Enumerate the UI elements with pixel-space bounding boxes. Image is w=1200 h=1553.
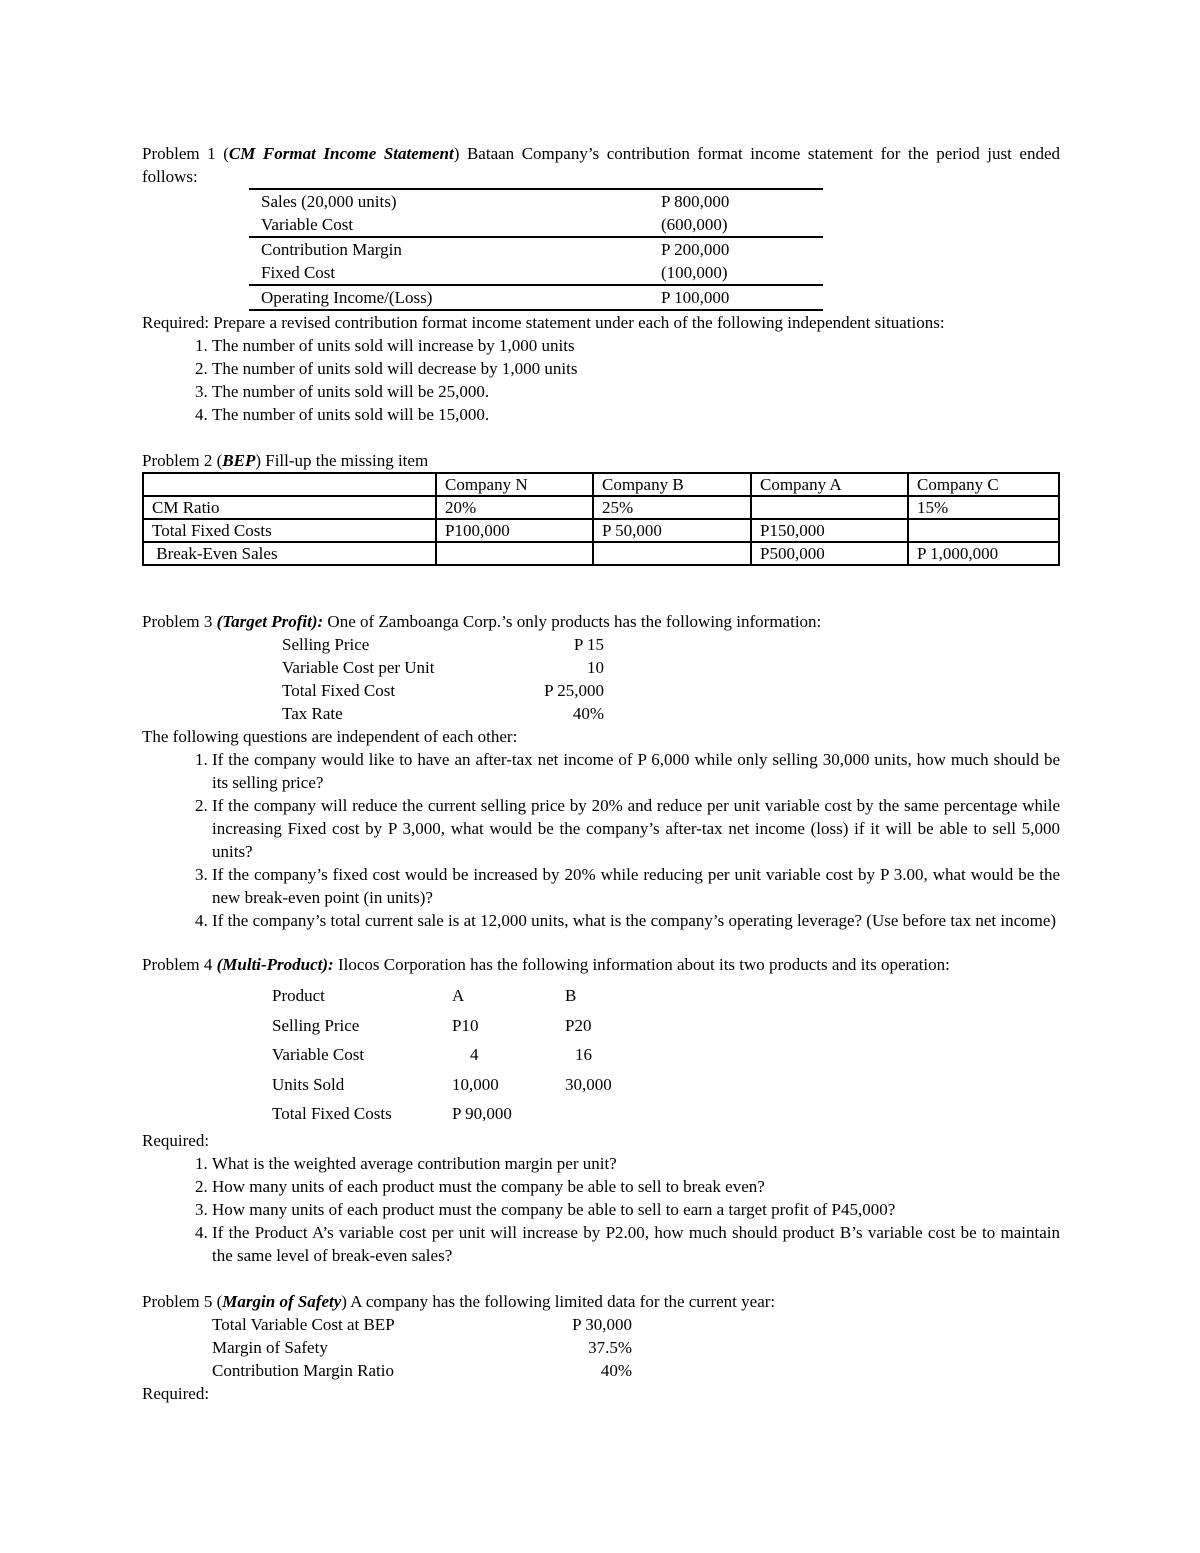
problem-4-list xyxy=(142,1152,1060,1267)
table-header-cell: Company N xyxy=(436,473,593,496)
info-value: 40% xyxy=(572,704,604,723)
table-header-cell: Company C xyxy=(908,473,1059,496)
table-cell xyxy=(565,1099,675,1129)
problem-5-heading xyxy=(142,1290,1060,1313)
problem-1-title: CM Format Income Statement xyxy=(228,144,454,163)
statement-label: Variable Cost xyxy=(249,213,661,237)
list-item: 4. If the Product A’s variable cost per unit will increase by P2.00, how much should product B’s variable cost be to maintain the same level of break-even sales? xyxy=(212,1221,1060,1267)
table-cell: 16 xyxy=(575,1045,592,1065)
info-label: Contribution Margin Ratio xyxy=(212,1360,394,1380)
problem-1-prefix: Problem 1 ( xyxy=(142,144,229,163)
statement-row xyxy=(249,285,823,310)
statement-label: Sales (20,000 units) xyxy=(249,189,661,213)
table-cell: CM Ratio xyxy=(143,496,436,519)
product-info-table xyxy=(282,633,604,725)
list-item: 2. If the company will reduce the current selling price by 20% and reduce per unit variable cost by the same percentage while increasing Fixed cost by P 3,000, what would be the company’s after-tax net income (loss) if it will be able to sell 5,000 units? xyxy=(212,794,1060,863)
table-row xyxy=(272,981,675,1011)
info-value: 10 xyxy=(587,658,604,677)
table-cell: 30,000 xyxy=(565,1074,612,1094)
problem-1 xyxy=(142,142,1060,426)
statement-row xyxy=(249,237,823,261)
statement-label: Fixed Cost xyxy=(249,261,661,285)
info-label: Variable Cost per Unit xyxy=(282,658,435,677)
info-value: 37.5% xyxy=(588,1337,632,1357)
info-label: Margin of Safety xyxy=(212,1337,328,1357)
table-cell: P 50,000 xyxy=(593,519,751,542)
problem-1-list xyxy=(142,334,1060,426)
info-row xyxy=(212,1359,632,1382)
table-header-cell: Company A xyxy=(751,473,908,496)
margin-safety-table xyxy=(212,1313,632,1382)
info-value: 40% xyxy=(600,1360,632,1380)
table-cell: 20% xyxy=(436,496,593,519)
table-header-cell: Company B xyxy=(593,473,751,496)
problem-3-lead: The following questions are independent of each other: xyxy=(142,727,518,746)
table-cell: Product xyxy=(272,986,325,1006)
document-page xyxy=(142,142,1060,1405)
problem-4-intro: Ilocos Corporation has the following information about its two products and its operation: xyxy=(333,955,950,974)
info-label: Total Variable Cost at BEP xyxy=(212,1314,395,1334)
table-cell: Total Fixed Costs xyxy=(143,519,436,542)
table-cell: P150,000 xyxy=(751,519,908,542)
problem-4-heading xyxy=(142,953,1060,976)
info-label: Tax Rate xyxy=(282,704,343,723)
info-value: P 15 xyxy=(573,635,604,654)
table-row xyxy=(143,496,1059,519)
products-table xyxy=(272,981,675,1129)
problem-3-intro: One of Zamboanga Corp.’s only products has the following information: xyxy=(323,612,822,631)
problem-3-prefix: Problem 3 xyxy=(142,612,217,631)
table-row xyxy=(143,519,1059,542)
problem-3-heading xyxy=(142,610,1060,633)
statement-amount: P 100,000 xyxy=(661,285,823,310)
problem-2-heading xyxy=(142,449,1060,472)
info-row xyxy=(282,633,604,656)
problem-1-required: Required: Prepare a revised contribution format income statement under each of the following independent situations: xyxy=(142,313,945,332)
statement-amount: P 200,000 xyxy=(661,239,730,259)
table-cell: Break-Even Sales xyxy=(143,542,436,565)
info-label: Selling Price xyxy=(282,635,370,654)
table-cell: Selling Price xyxy=(272,1015,360,1035)
table-cell: B xyxy=(565,986,577,1006)
info-value: P 30,000 xyxy=(572,1314,632,1334)
list-item: 2. How many units of each product must the company be able to sell to break even? xyxy=(212,1175,1060,1198)
list-item: 1. What is the weighted average contribution margin per unit? xyxy=(212,1152,1060,1175)
problem-5 xyxy=(142,1290,1060,1405)
problem-4 xyxy=(142,953,1060,1267)
statement-amount: (600,000) xyxy=(661,213,823,237)
statement-amount: P 800,000 xyxy=(661,189,823,213)
table-cell: Total Fixed Costs xyxy=(272,1104,392,1124)
table-cell: A xyxy=(452,986,465,1006)
problem-5-required: Required: xyxy=(142,1383,210,1403)
statement-label: Contribution Margin xyxy=(261,239,402,259)
problem-1-heading xyxy=(142,142,1060,188)
income-statement-table xyxy=(249,188,823,311)
problem-2 xyxy=(142,449,1060,566)
bep-table xyxy=(142,472,1060,566)
table-cell xyxy=(436,542,593,565)
list-item: 4. If the company’s total current sale is at 12,000 units, what is the company’s operating leverage? (Use before tax net income) xyxy=(212,909,1060,932)
table-cell: P10 xyxy=(452,1015,479,1035)
table-cell xyxy=(593,542,751,565)
table-row xyxy=(272,1040,675,1070)
table-cell: 10,000 xyxy=(452,1074,499,1094)
problem-3 xyxy=(142,610,1060,932)
problem-2-title: BEP xyxy=(222,451,256,470)
table-cell xyxy=(751,496,908,519)
problem-4-title: (Multi-Product): xyxy=(216,955,334,974)
list-item: 2. The number of units sold will decrease by 1,000 units xyxy=(212,357,1060,380)
list-item: 4. The number of units sold will be 15,000. xyxy=(212,403,1060,426)
list-item: 1. The number of units sold will increase by 1,000 units xyxy=(212,334,1060,357)
table-cell: P20 xyxy=(565,1015,592,1035)
table-cell: P500,000 xyxy=(751,542,908,565)
table-row xyxy=(272,1099,675,1129)
table-cell: Units Sold xyxy=(272,1074,345,1094)
info-row xyxy=(282,656,604,679)
problem-2-prefix: Problem 2 ( xyxy=(142,451,223,470)
table-header-cell xyxy=(143,473,436,496)
info-label: Total Fixed Cost xyxy=(282,681,396,700)
table-cell: P100,000 xyxy=(436,519,593,542)
list-item: 3. The number of units sold will be 25,000. xyxy=(212,380,1060,403)
statement-amount: (100,000) xyxy=(661,261,823,285)
statement-row xyxy=(249,213,823,237)
problem-3-list xyxy=(142,748,1060,932)
table-cell xyxy=(908,519,1059,542)
problem-2-intro: ) Fill-up the missing item xyxy=(255,451,429,470)
problem-3-title: (Target Profit): xyxy=(216,612,324,631)
table-row xyxy=(143,542,1059,565)
info-row xyxy=(212,1336,632,1359)
list-item: 1. If the company would like to have an after-tax net income of P 6,000 while only selling 30,000 units, how much should be its selling price? xyxy=(212,748,1060,794)
list-item: 3. If the company’s fixed cost would be increased by 20% while reducing per unit variable cost by P 3.00, what would be the new break-even point (in units)? xyxy=(212,863,1060,909)
table-cell: 15% xyxy=(908,496,1059,519)
list-item: 3. How many units of each product must the company be able to sell to earn a target profit of P45,000? xyxy=(212,1198,1060,1221)
table-cell: P 1,000,000 xyxy=(908,542,1059,565)
table-row xyxy=(272,1070,675,1100)
statement-label: Operating Income/(Loss) xyxy=(249,285,661,310)
info-value: P 25,000 xyxy=(544,681,604,700)
problem-4-prefix: Problem 4 xyxy=(142,955,217,974)
table-row xyxy=(272,1011,675,1041)
problem-5-intro: ) A company has the following limited data for the current year: xyxy=(341,1291,776,1311)
statement-row xyxy=(249,261,823,285)
problem-4-required: Required: xyxy=(142,1130,210,1150)
table-cell: 25% xyxy=(593,496,751,519)
table-cell: P 90,000 xyxy=(452,1104,512,1124)
problem-1-intro: ) Bataan Company’s contribution format income statement for the period just ended follows: xyxy=(142,144,1060,186)
info-row xyxy=(282,702,604,725)
table-cell: Variable Cost xyxy=(272,1045,365,1065)
problem-5-prefix: Problem 5 ( xyxy=(142,1291,223,1311)
table-cell: 4 xyxy=(470,1045,479,1065)
info-row xyxy=(212,1313,632,1336)
table-header-row xyxy=(143,473,1059,496)
info-row xyxy=(282,679,604,702)
statement-row xyxy=(249,189,823,213)
problem-5-title: Margin of Safety xyxy=(222,1291,342,1311)
